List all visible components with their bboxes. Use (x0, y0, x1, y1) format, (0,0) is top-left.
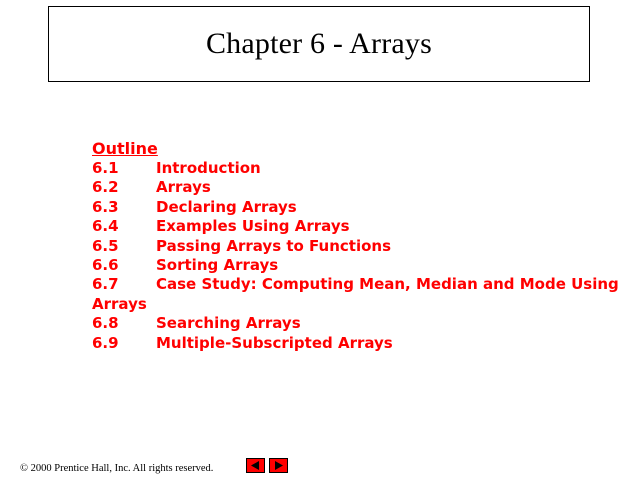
outline-item-number: 6.3 (92, 197, 119, 216)
outline-heading: Outline (92, 139, 158, 158)
outline-item-number: 6.5 (92, 236, 119, 255)
outline-item-label: Introduction (156, 159, 261, 177)
outline-item-label: Examples Using Arrays (156, 217, 350, 236)
outline (92, 138, 619, 353)
outline-item (92, 198, 612, 217)
outline-item-number: 6.8 (92, 314, 119, 333)
outline-item-label: Passing Arrays to Functions (156, 236, 392, 255)
outline-item (92, 178, 612, 197)
outline-item-number: 6.9 (92, 333, 119, 352)
outline-item-label: Sorting Arrays (156, 256, 279, 275)
next-slide-button[interactable] (269, 458, 288, 473)
outline-item (92, 275, 619, 294)
previous-slide-button[interactable] (246, 458, 265, 473)
outline-item-number: 6.6 (92, 256, 119, 275)
outline-item (92, 256, 612, 275)
triangle-right-icon (273, 460, 284, 471)
outline-item-label: Case Study: Computing Mean, Median and Mode Using (156, 275, 619, 294)
title-box (48, 6, 590, 82)
outline-item-continuation: Arrays (92, 294, 147, 313)
outline-item (92, 159, 612, 178)
outline-item-number: 6.4 (92, 217, 119, 236)
outline-item-number: 6.1 (92, 159, 119, 177)
outline-item (92, 217, 612, 236)
slide-navigation (246, 458, 288, 473)
outline-item-label: Arrays (156, 178, 211, 197)
copyright-footer: © 2000 Prentice Hall, Inc. All rights reserved. (20, 463, 214, 474)
outline-item-label: Declaring Arrays (156, 197, 297, 216)
outline-item-label: Multiple-Subscripted Arrays (156, 333, 393, 352)
outline-item (92, 314, 612, 333)
outline-item-number: 6.2 (92, 178, 119, 197)
triangle-left-icon (250, 460, 261, 471)
slide-title: Chapter 6 - Arrays (205, 27, 433, 60)
outline-item-number: 6.7 (92, 275, 119, 294)
outline-item-label: Searching Arrays (156, 314, 301, 333)
outline-item (92, 334, 612, 353)
outline-item (92, 237, 612, 256)
